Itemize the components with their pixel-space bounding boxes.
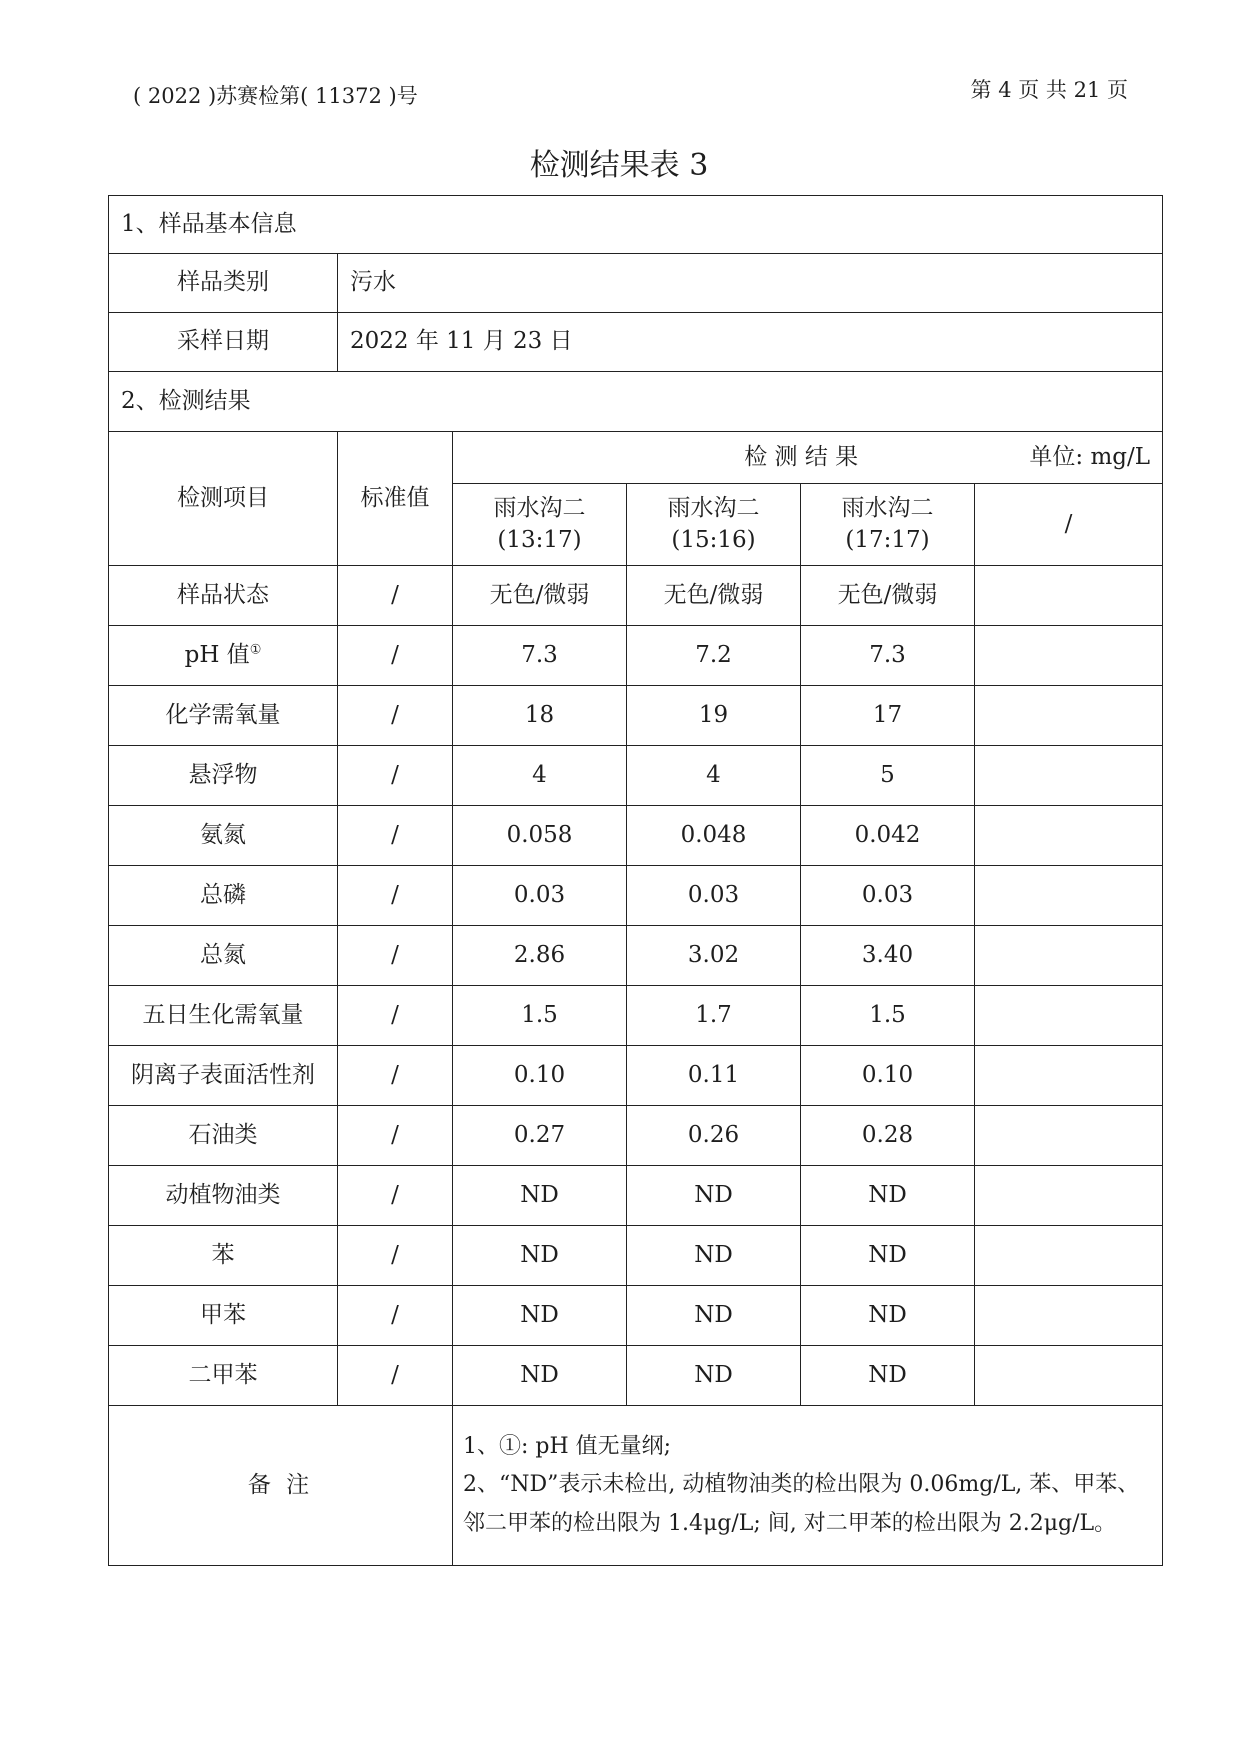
result-value: ND [801, 1286, 975, 1346]
notes-content [453, 1406, 1163, 1566]
item-name: 动植物油类 [109, 1166, 338, 1226]
result-value: ND [801, 1166, 975, 1226]
standard-value: / [338, 986, 453, 1046]
table-row [109, 1226, 1163, 1286]
item-name: 化学需氧量 [109, 686, 338, 746]
table-row [109, 1286, 1163, 1346]
result-value: ND [627, 1166, 801, 1226]
result-value: 0.048 [627, 806, 801, 866]
item-name: 甲苯 [109, 1286, 338, 1346]
standard-value: / [338, 926, 453, 986]
empty-cell [975, 866, 1163, 926]
result-value: 19 [627, 686, 801, 746]
sample-name: 雨水沟二 [493, 495, 586, 522]
item-name: 二甲苯 [109, 1346, 338, 1406]
sampling-date-value: 2022 年 11 月 23 日 [338, 313, 1163, 372]
item-name: 样品状态 [109, 566, 338, 626]
item-name: 悬浮物 [109, 746, 338, 806]
result-value: ND [801, 1346, 975, 1406]
table-row [109, 686, 1163, 746]
sample-type-label: 样品类别 [109, 254, 338, 313]
page-number: 第 4 页 共 21 页 [970, 78, 1128, 102]
result-value: 17 [801, 686, 975, 746]
empty-cell [975, 686, 1163, 746]
result-value: ND [627, 1346, 801, 1406]
note-line-2: 2、“ND”表示未检出, 动植物油类的检出限为 0.06mg/L, 苯、甲苯、邻二甲苯的检出限为 1.4μg/L; 间, 对二甲苯的检出限为 2.2μg/L。 [463, 1472, 1140, 1536]
standard-value: / [338, 1226, 453, 1286]
table-row [109, 566, 1163, 626]
result-value: 1.7 [627, 986, 801, 1046]
result-value: 18 [453, 686, 627, 746]
table-row [109, 986, 1163, 1046]
result-value: ND [453, 1346, 627, 1406]
notes-label: 备 注 [109, 1406, 453, 1566]
sample-header [453, 484, 627, 566]
result-value: 0.10 [801, 1046, 975, 1106]
empty-cell [975, 1106, 1163, 1166]
result-value: 0.03 [627, 866, 801, 926]
result-value: 无色/微弱 [801, 566, 975, 626]
standard-value: / [338, 626, 453, 686]
standard-value: / [338, 1046, 453, 1106]
result-value: ND [453, 1166, 627, 1226]
item-name: 总氮 [109, 926, 338, 986]
report-number: ( 2022 )苏赛检第( 11372 )号 [133, 84, 418, 108]
result-value: ND [627, 1286, 801, 1346]
standard-value: / [338, 746, 453, 806]
standard-value: / [338, 1166, 453, 1226]
empty-cell [975, 566, 1163, 626]
result-value: 3.40 [801, 926, 975, 986]
sample-name: 雨水沟二 [667, 495, 760, 522]
table-row [109, 1046, 1163, 1106]
item-name: 五日生化需氧量 [109, 986, 338, 1046]
result-value: 0.11 [627, 1046, 801, 1106]
standard-value: / [338, 866, 453, 926]
footnote-marker: ① [249, 642, 262, 658]
item-name [109, 626, 338, 686]
header-standard: 标准值 [338, 432, 453, 566]
result-value: 4 [453, 746, 627, 806]
item-name-text: pH 值 [184, 641, 250, 668]
sample-time: (15:16) [671, 526, 756, 553]
empty-cell [975, 1346, 1163, 1406]
extra-column-header: / [975, 484, 1163, 566]
sample-name: 雨水沟二 [841, 495, 934, 522]
result-value: 4 [627, 746, 801, 806]
item-name: 阴离子表面活性剂 [109, 1046, 338, 1106]
item-name: 总磷 [109, 866, 338, 926]
table-row [109, 1106, 1163, 1166]
results-table [108, 195, 1163, 1566]
results-title: 检 测 结 果 [744, 443, 859, 470]
empty-cell [975, 986, 1163, 1046]
result-value: ND [453, 1226, 627, 1286]
empty-cell [975, 926, 1163, 986]
sample-header [801, 484, 975, 566]
table-row [109, 1166, 1163, 1226]
table-row [109, 866, 1163, 926]
header-item: 检测项目 [109, 432, 338, 566]
section1-heading: 1、样品基本信息 [109, 196, 1163, 254]
item-name: 石油类 [109, 1106, 338, 1166]
result-value: 1.5 [453, 986, 627, 1046]
result-value: ND [801, 1226, 975, 1286]
sample-type-value: 污水 [338, 254, 1163, 313]
sample-time: (17:17) [845, 526, 930, 553]
standard-value: / [338, 1286, 453, 1346]
table-row [109, 626, 1163, 686]
result-value: 0.27 [453, 1106, 627, 1166]
result-value: 0.10 [453, 1046, 627, 1106]
result-value: 无色/微弱 [453, 566, 627, 626]
standard-value: / [338, 1346, 453, 1406]
section2-heading: 2、检测结果 [109, 372, 1163, 432]
standard-value: / [338, 566, 453, 626]
empty-cell [975, 1046, 1163, 1106]
result-value: 2.86 [453, 926, 627, 986]
result-value: 1.5 [801, 986, 975, 1046]
result-value: 5 [801, 746, 975, 806]
empty-cell [975, 1286, 1163, 1346]
unit-label: 单位: mg/L [1029, 443, 1151, 470]
item-name: 氨氮 [109, 806, 338, 866]
table-row [109, 926, 1163, 986]
sample-header [627, 484, 801, 566]
result-value: 无色/微弱 [627, 566, 801, 626]
empty-cell [975, 746, 1163, 806]
result-value: 7.3 [801, 626, 975, 686]
note-line-1: 1、①: pH 值无量纲; [463, 1433, 672, 1459]
table-row [109, 746, 1163, 806]
result-value: 0.03 [453, 866, 627, 926]
sampling-date-label: 采样日期 [109, 313, 338, 372]
empty-cell [975, 626, 1163, 686]
result-value: 0.28 [801, 1106, 975, 1166]
result-value: 0.058 [453, 806, 627, 866]
table-row [109, 806, 1163, 866]
page-title: 检测结果表 3 [529, 148, 709, 183]
result-value: 0.03 [801, 866, 975, 926]
table-row [109, 1346, 1163, 1406]
standard-value: / [338, 686, 453, 746]
sample-time: (13:17) [497, 526, 582, 553]
empty-cell [975, 1166, 1163, 1226]
result-value: 0.042 [801, 806, 975, 866]
result-value: 3.02 [627, 926, 801, 986]
standard-value: / [338, 1106, 453, 1166]
result-value: 0.26 [627, 1106, 801, 1166]
empty-cell [975, 1226, 1163, 1286]
result-value: 7.3 [453, 626, 627, 686]
item-name: 苯 [109, 1226, 338, 1286]
empty-cell [975, 806, 1163, 866]
standard-value: / [338, 806, 453, 866]
result-value: ND [453, 1286, 627, 1346]
result-value: 7.2 [627, 626, 801, 686]
header-results [453, 432, 1163, 484]
result-value: ND [627, 1226, 801, 1286]
